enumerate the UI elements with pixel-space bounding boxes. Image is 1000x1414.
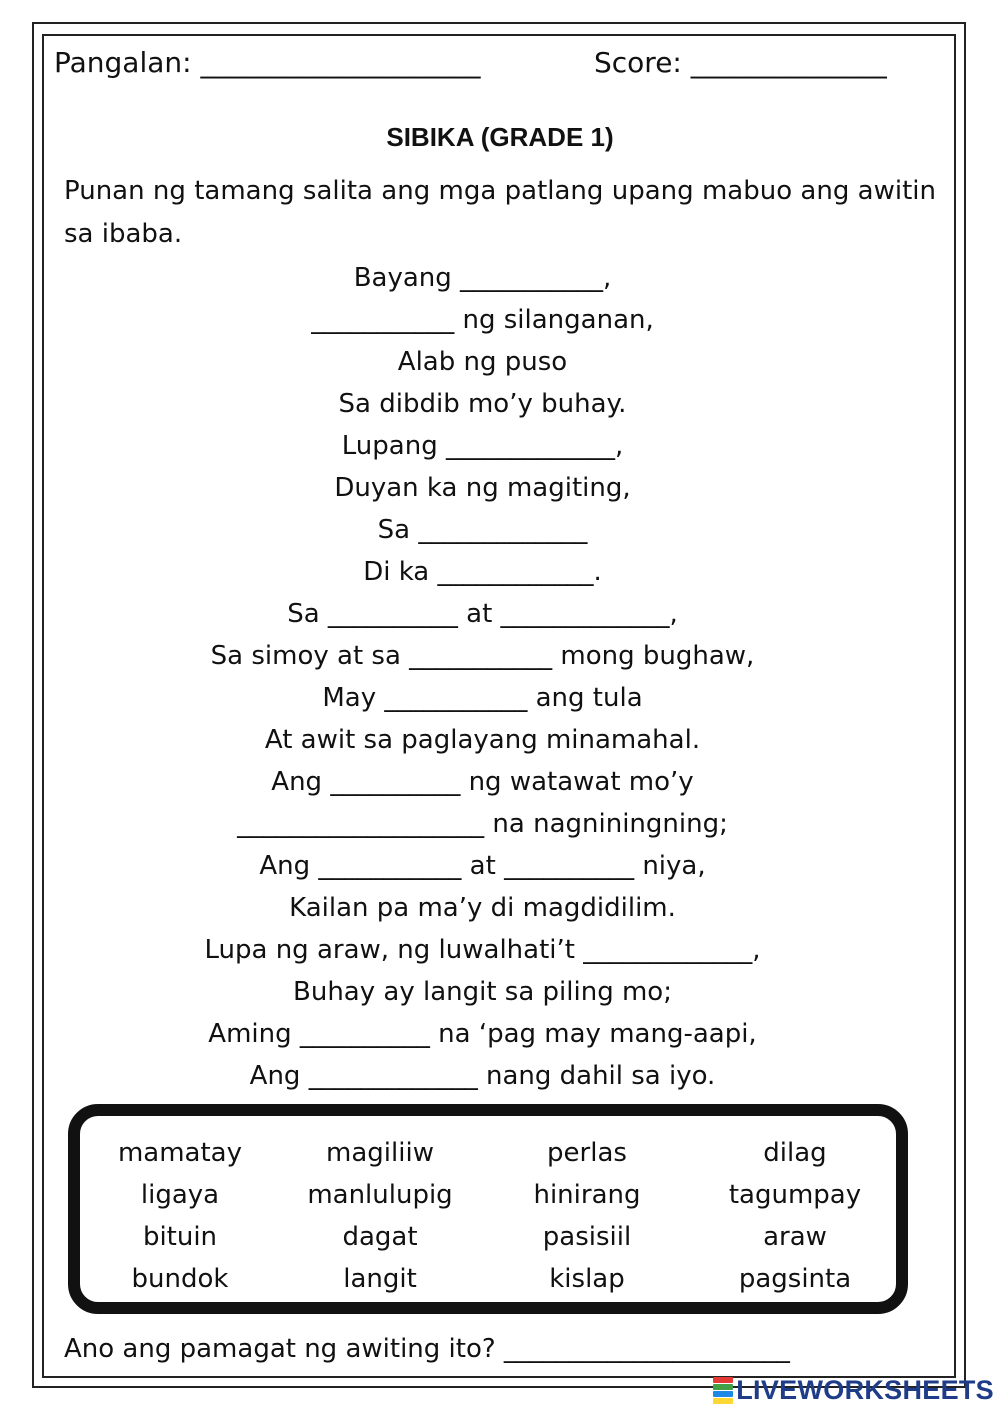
word-bank-item: hinirang (533, 1180, 641, 1210)
logo-bar (713, 1384, 733, 1390)
lyric-line[interactable]: Sa _____________ (377, 515, 588, 545)
lyric-line: Duyan ka ng magiting, (334, 473, 631, 503)
word-bank-grid (80, 1132, 896, 1300)
word-bank-item: dilag (763, 1138, 827, 1168)
word-bank-item: perlas (547, 1138, 627, 1168)
song-lyrics (0, 257, 965, 1097)
word-bank-item: pasisiil (542, 1222, 632, 1252)
word-bank-item: dagat (342, 1222, 418, 1252)
lyric-line: Alab ng puso (397, 347, 568, 377)
lyric-line: Buhay ay langit sa piling mo; (293, 977, 672, 1007)
lyric-line: At awit sa paglayang minamahal. (264, 725, 701, 755)
name-field-label[interactable]: Pangalan: ____________________ (54, 46, 481, 79)
word-bank-item: araw (763, 1222, 827, 1252)
header-row (54, 46, 954, 79)
logo-bar (713, 1398, 733, 1404)
word-bank-item: kislap (549, 1264, 625, 1294)
lyric-line[interactable]: Ang ___________ at __________ niya, (259, 851, 706, 881)
lyric-line[interactable]: ___________ ng silanganan, (311, 305, 654, 335)
lyric-line[interactable]: Lupang _____________, (341, 431, 624, 461)
lyric-line[interactable]: Di ka ____________. (363, 557, 602, 587)
lyric-line: Sa dibdib mo’y buhay. (338, 389, 627, 419)
lyric-line[interactable]: Sa __________ at _____________, (287, 599, 678, 629)
lyric-line: Kailan pa ma’y di magdidilim. (289, 893, 676, 923)
logo-bar (713, 1377, 733, 1383)
word-bank-item: pagsinta (738, 1264, 852, 1294)
lyric-line[interactable]: Aming __________ na ‘pag may mang-aapi, (208, 1019, 757, 1049)
word-bank-item: ligaya (140, 1180, 220, 1210)
instruction-text: Punan ng tamang salita ang mga patlang upang mabuo ang awitin sa ibaba. (64, 176, 936, 249)
word-bank-item: magiliiw (326, 1138, 434, 1168)
word-bank-item: bundok (131, 1264, 229, 1294)
lyric-line[interactable]: Ang __________ ng watawat mo’y (271, 767, 694, 797)
liveworksheets-logo-icon (713, 1377, 733, 1405)
lyric-line[interactable]: Ang _____________ nang dahil sa iyo. (249, 1061, 716, 1091)
title-question[interactable]: Ano ang pamagat ng awiting ito? ______________________ (64, 1334, 790, 1364)
lyric-line[interactable]: Lupa ng araw, ng luwalhati’t _____________, (204, 935, 761, 965)
word-bank-item: langit (343, 1264, 417, 1294)
word-bank-item: bituin (142, 1222, 218, 1252)
watermark-text: LIVEWORKSHEETS (736, 1375, 994, 1405)
lyric-line[interactable]: Sa simoy at sa ___________ mong bughaw, (210, 641, 755, 671)
liveworksheets-watermark (713, 1375, 994, 1406)
lyric-line[interactable]: May ___________ ang tula (322, 683, 643, 713)
lyric-line[interactable]: Bayang ___________, (353, 263, 612, 293)
word-bank-box (68, 1104, 908, 1314)
logo-bar (713, 1391, 733, 1397)
word-bank-item: mamatay (117, 1138, 243, 1168)
word-bank-item: tagumpay (728, 1180, 862, 1210)
word-bank-item: manlulupig (307, 1180, 453, 1210)
lyric-line[interactable]: ___________________ na nagniningning; (237, 809, 728, 839)
worksheet-title: SIBIKA (GRADE 1) (386, 122, 614, 152)
score-field-label[interactable]: Score: ______________ (594, 46, 887, 79)
